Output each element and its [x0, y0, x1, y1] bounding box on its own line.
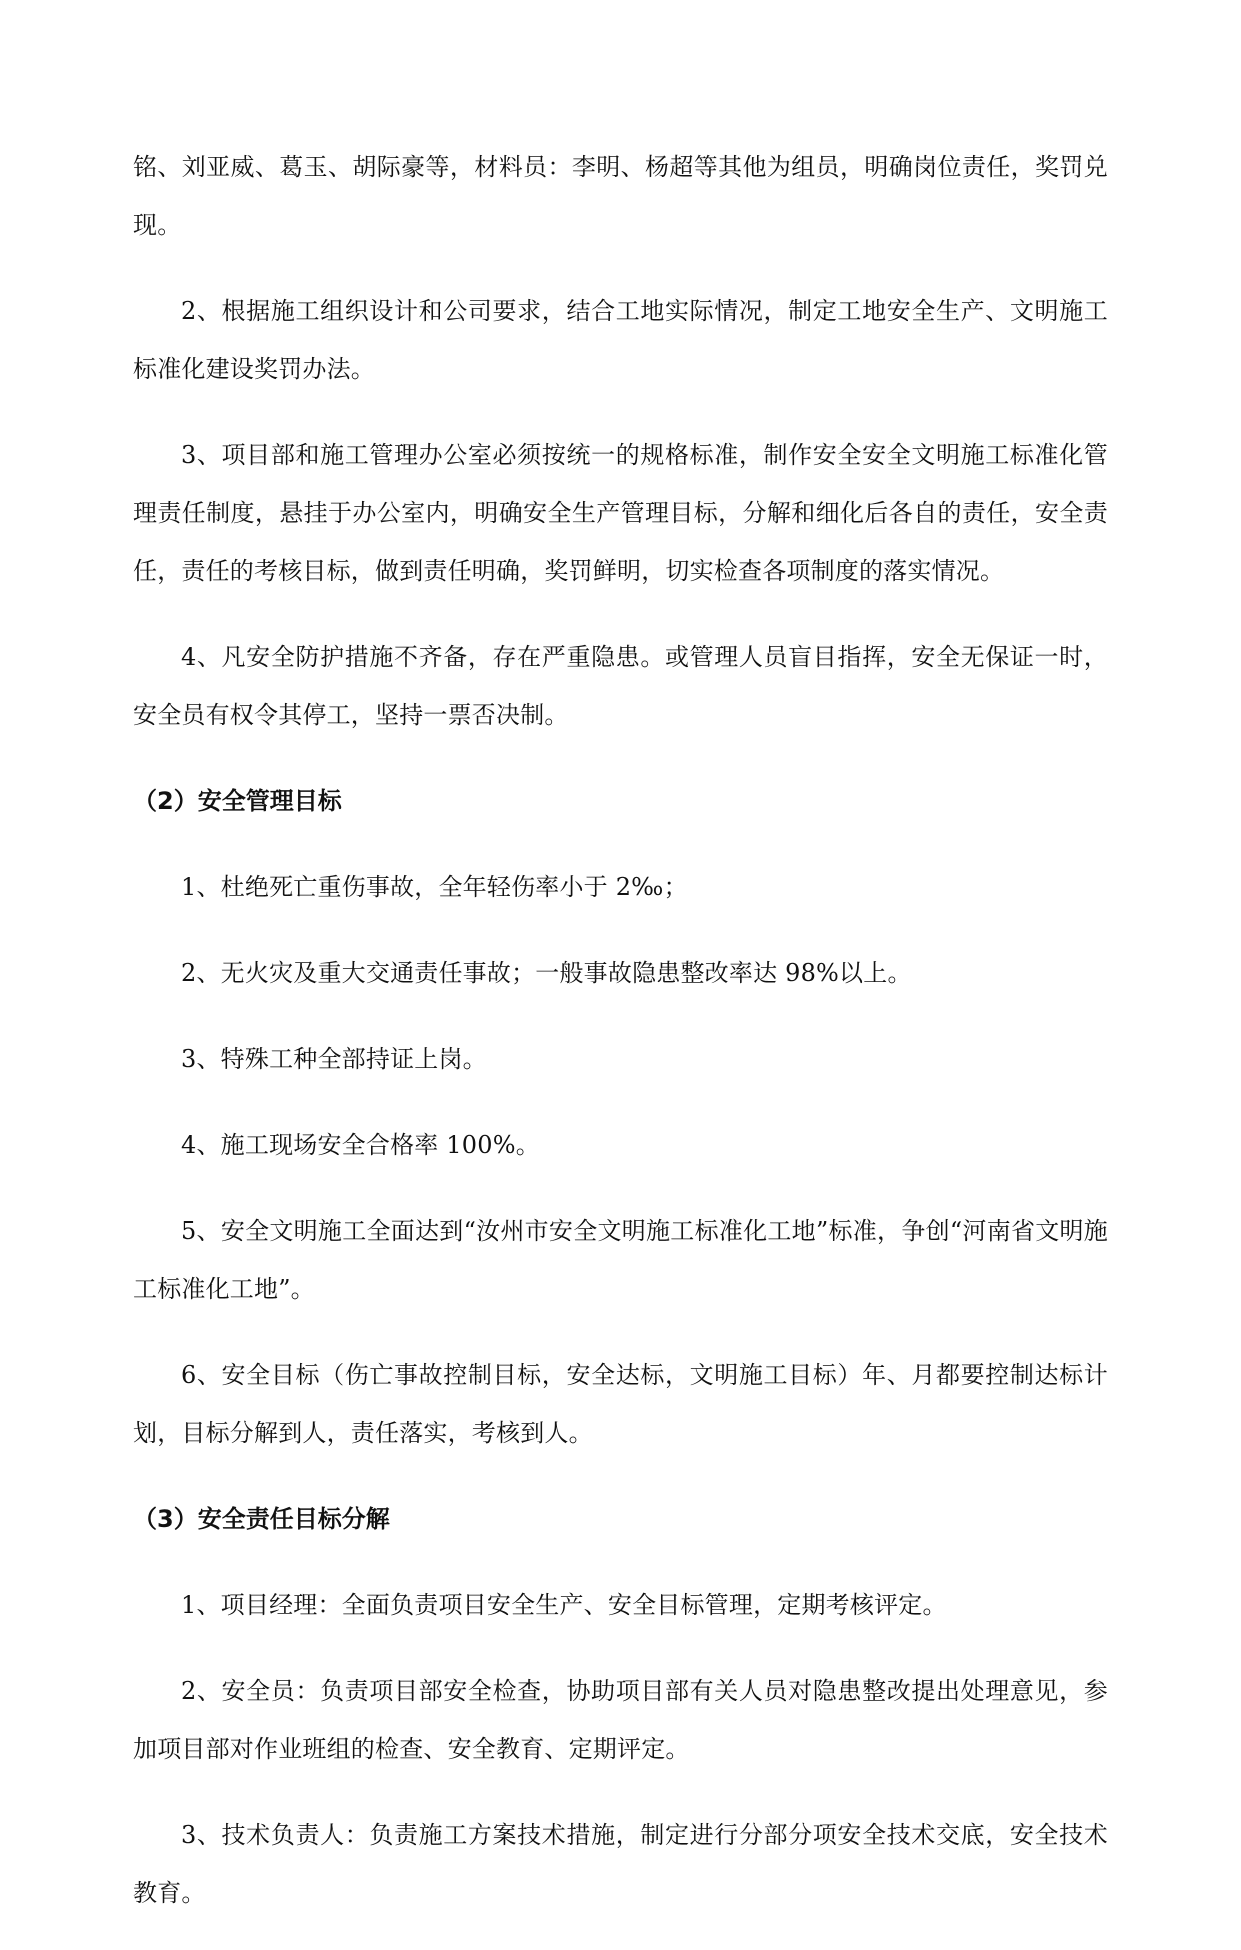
paragraph-goal-4: 4、施工现场安全合格率 100%。 [181, 1131, 540, 1159]
paragraph-goal-1: 1、杜绝死亡重伤事故，全年轻伤率小于 2‰； [181, 873, 688, 901]
paragraph-role-safety-officer: 2、安全员：负责项目部安全检查，协助项目部有关人员对隐患整改提出处理意见，参加项目部对作业班组的检查、安全教育、定期评定。 [133, 1677, 1108, 1763]
section-heading-responsibility-breakdown: （3）安全责任目标分解 [133, 1505, 390, 1533]
paragraph-goal-6: 6、安全目标（伤亡事故控制目标，安全达标，文明施工目标）年、月都要控制达标计划，目标分解到人，责任落实，考核到人。 [133, 1361, 1108, 1447]
paragraph-goal-3: 3、特殊工种全部持证上岗。 [181, 1045, 487, 1073]
paragraph-rule-4: 4、凡安全防护措施不齐备，存在严重隐患。或管理人员盲目指挥，安全无保证一时，安全员有权令其停工，坚持一票否决制。 [133, 643, 1108, 729]
paragraph-role-project-manager: 1、项目经理：全面负责项目安全生产、安全目标管理，定期考核评定。 [181, 1591, 947, 1619]
paragraph-goal-5: 5、安全文明施工全面达到“汝州市安全文明施工标准化工地”标准，争创“河南省文明施工标准化工地”。 [133, 1217, 1108, 1303]
paragraph-role-technical-lead: 3、技术负责人：负责施工方案技术措施，制定进行分部分项安全技术交底，安全技术教育。 [133, 1821, 1108, 1907]
paragraph-continuation-staff: 铭、刘亚威、葛玉、胡际豪等，材料员：李明、杨超等其他为组员，明确岗位责任，奖罚兑现。 [133, 153, 1108, 239]
document-body [133, 138, 1108, 1950]
section-heading-safety-goals: （2）安全管理目标 [133, 787, 342, 815]
paragraph-rule-3: 3、项目部和施工管理办公室必须按统一的规格标准，制作安全安全文明施工标准化管理责任制度，悬挂于办公室内，明确安全生产管理目标，分解和细化后各自的责任，安全责任，责任的考核目标，做到责任明确，奖罚鲜明，切实检查各项制度的落实情况。 [133, 441, 1108, 585]
paragraph-rule-2: 2、根据施工组织设计和公司要求，结合工地实际情况，制定工地安全生产、文明施工标准化建设奖罚办法。 [133, 297, 1108, 383]
paragraph-goal-2: 2、无火灾及重大交通责任事故；一般事故隐患整改率达 98%以上。 [181, 959, 912, 987]
